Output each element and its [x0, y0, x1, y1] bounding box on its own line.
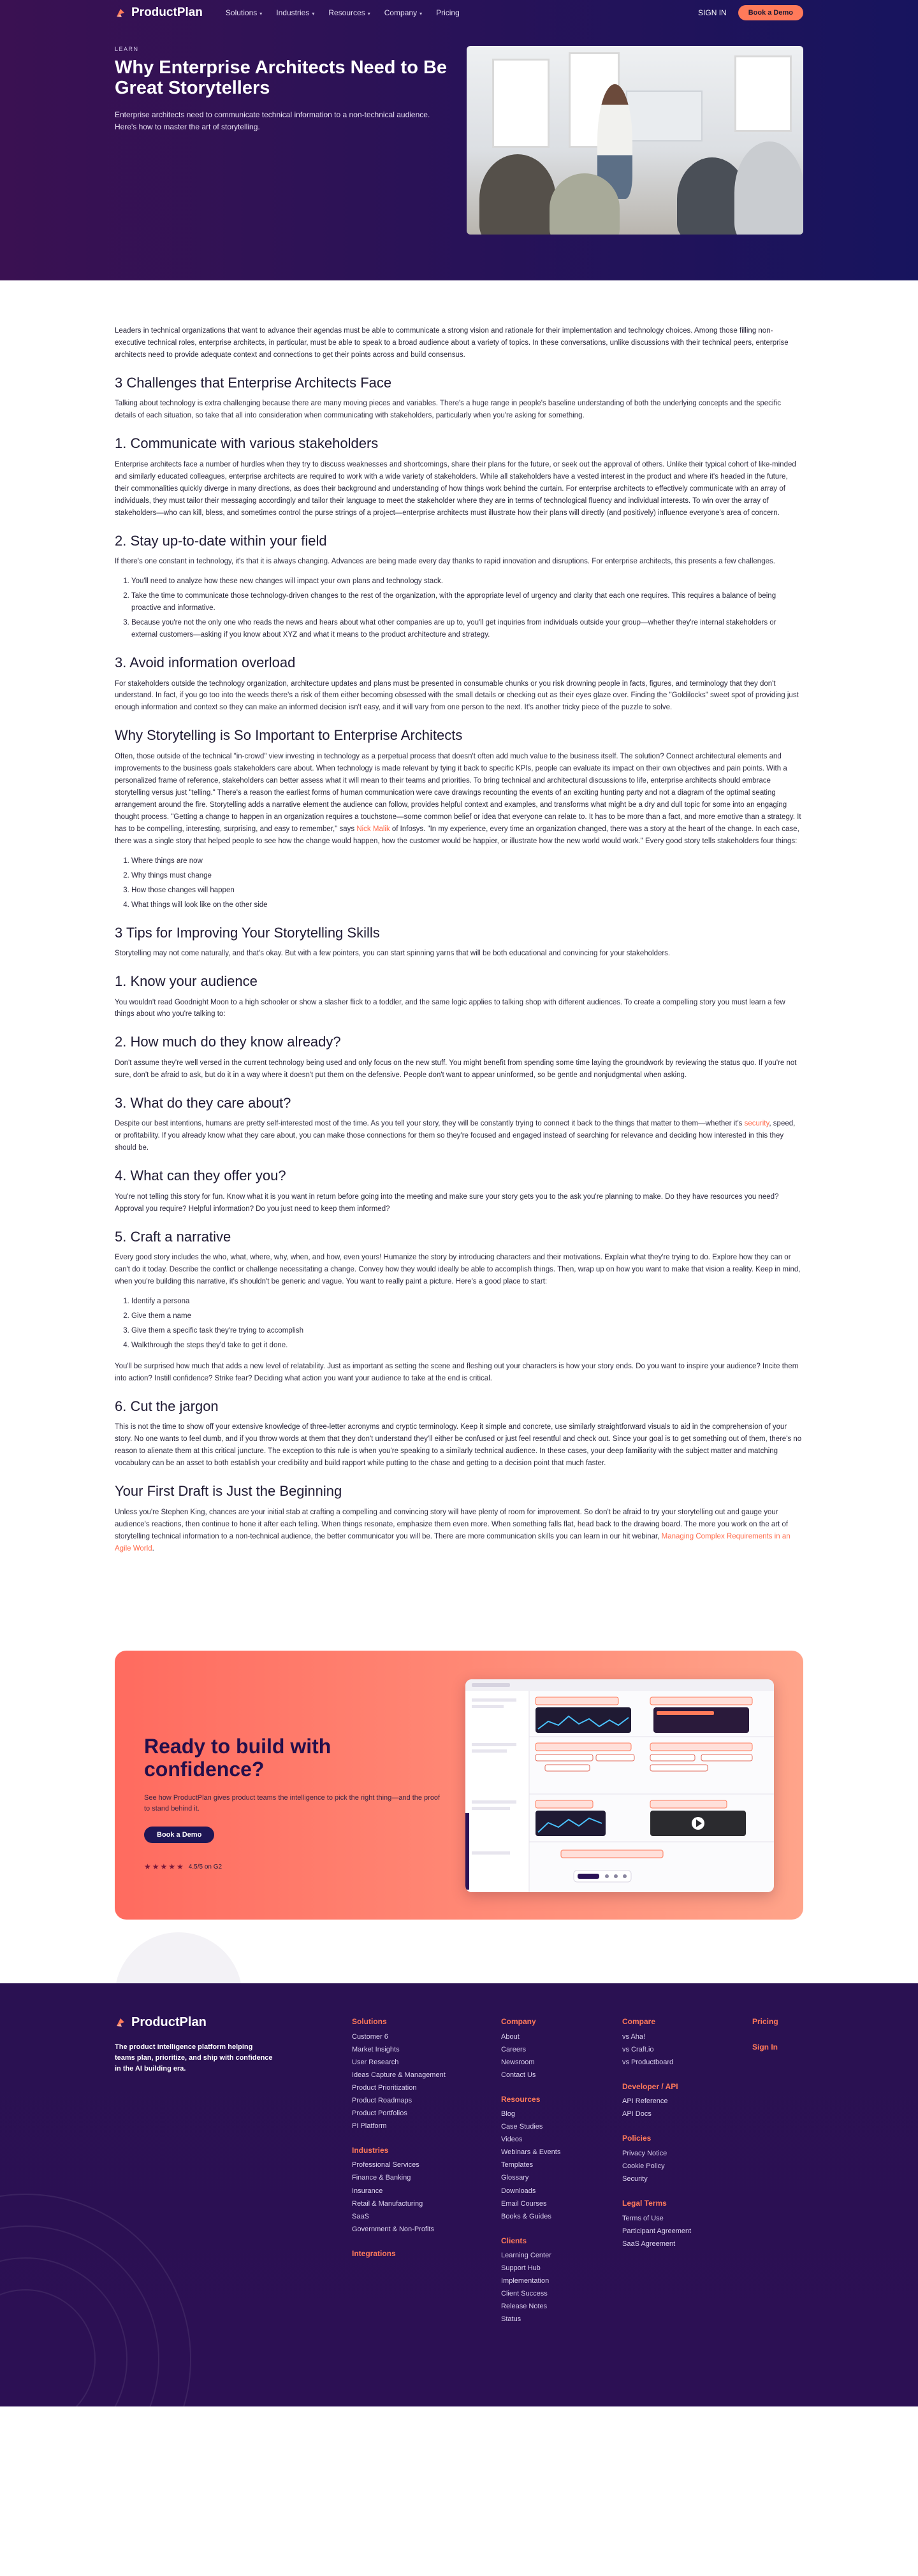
footer-column-solutions [352, 2015, 446, 2262]
footer-link-participant-agreement[interactable]: Participant Agreement [622, 2227, 692, 2236]
security-link[interactable]: security [744, 1120, 769, 1128]
nav-pricing[interactable] [436, 8, 460, 17]
heading-know-audience: 1. Know your audience [115, 973, 258, 989]
footer-link-blog[interactable]: Blog [501, 2110, 516, 2118]
footer-link-cookie-policy[interactable]: Cookie Policy [622, 2162, 665, 2171]
paragraph: This is not the time to show off your extensive knowledge of three-letter acronyms and cryptic terminology. Keep it simple and concrete, use similarly straightforward visuals to aid in the comprehension of your story. No one wants to feel dumb, and if you throw words at them that they don't understand they'll either be confused or just feel resentful and check out. Since your goal is to get something out of them, there's no reason to alienate them at this critical juncture. The exception to this rule is when you're speaking to a similarly technical audience. In these cases, your deep familiarity with the subject matter and matching vocabulary can be an asset to both establish your credibility and build rapport while putting to the chase and getting to a decision point that much faster. [115, 1423, 802, 1468]
nav-label: Pricing [436, 8, 460, 17]
footer-heading-clients[interactable]: Clients [501, 2236, 527, 2245]
footer-link-support-hub[interactable]: Support Hub [501, 2264, 541, 2273]
cta-card [115, 1651, 803, 1920]
productplan-logo-icon [115, 2016, 126, 2028]
numbered-list [131, 575, 803, 641]
list-item: 2. Give them a name [131, 1310, 803, 1322]
brand-name: ProductPlan [131, 6, 203, 19]
cta-title: Ready to build with confidence? [144, 1734, 332, 1781]
footer-link-client-success[interactable]: Client Success [501, 2290, 548, 2298]
footer-link-videos[interactable]: Videos [501, 2136, 523, 2144]
list-item: 1. Identify a persona [131, 1296, 803, 1308]
chevron-down-icon: ▾ [259, 11, 263, 17]
article-intro: Leaders in technical organizations that want to advance their agendas must be able to communicate a strong vision and rationale for their implementation and technology choices. Among those filling non-executive technical roles, enterprise architects, in particular, must be able to speak to a broad audience about a variety of topics. In these conversations, unlike discussions with their technical peers, enterprise architects need to provide adequate context and connections to get their points across and build consensus. [115, 327, 789, 359]
footer-link-vs-productboard[interactable]: vs Productboard [622, 2058, 674, 2066]
footer-link-security[interactable]: Security [622, 2175, 648, 2183]
footer-link-customer-6[interactable]: Customer 6 [352, 2032, 388, 2041]
nick-malik-link[interactable]: Nick Malik [356, 825, 390, 833]
footer-logo[interactable] [115, 2015, 207, 2030]
footer-link-careers[interactable]: Careers [501, 2045, 527, 2053]
footer-link-product-roadmaps[interactable]: Product Roadmaps [352, 2096, 412, 2104]
rating-stars-icon: ★★★★★ [144, 1862, 185, 1872]
paragraph: Talking about technology is extra challenging because there are many moving pieces and variables. There's a huge range in people's baseline understanding of both the underlying concepts and the specific details of each situation, so take that all into consideration when communicating with stakeholders, particularly when you're asking for something. [115, 400, 781, 420]
footer-link-product-portfolios[interactable]: Product Portfolios [352, 2109, 407, 2117]
footer-heading-policies[interactable]: Policies [622, 2134, 652, 2143]
footer-link-implementation[interactable]: Implementation [501, 2277, 550, 2285]
paragraph: Don't assume they're well versed in the current technology being used and only focus on the new stuff. You might benefit from spending some time laying the groundwork by reviewing the status quo. If you're not sure, don't be afraid to ask, but do it in a way where it doesn't put them on the defensive. People don't want to appear uninformed, so be gentle and nonjudgmental when asking. [115, 1059, 797, 1079]
footer-tagline: The product intelligence platform helping teams plan, prioritize, and ship with confidence in the AI building era. [115, 2043, 273, 2073]
paragraph: If there's one constant in technology, it's that it is always changing. Advances are being made every day thanks to rapid innovation and disruptions. For enterprise architects, this presents a few challenges. [115, 558, 775, 566]
list-item: 4. What things will look like on the other side [131, 899, 803, 911]
footer-link-case-studies[interactable]: Case Studies [501, 2123, 543, 2131]
footer-link-vs-craft-io[interactable]: vs Craft.io [622, 2045, 654, 2053]
numbered-list [131, 1296, 803, 1352]
paragraph: Often, those outside of the technical "in-crowd" view investing in technology as a perpetual process that doesn't often add much value to the business itself. The solution? Connect architectural elements and improvements to the business goals stakeholders care about. When technology is made relevant by tying it back to specific KPIs, people can evaluate its impact on their own objectives and pain points. With a personalized frame of reference, stakeholders can better assess what it will mean to their teams and priorities. To bring technical and architectural discussions to life, enterprise architects should embrace storytelling versus just "telling." There's a reason the earliest forms of human communication were cave drawings recounting the events of an exciting hunting party and not a diagram of the optimal seating arrangement around the fire. Storytelling adds a narrative element the audience can follow, provides helpful context and examples, and transforms what might be a dry and dull topic for some into an engaging thought process. "Getting a change to happen in an organization requires a touchstone—some common belief or idea that everyone can relate to. It has to be more than a fact, and more emotive than a strategy. It has to be compelling, interesting, surprising, and easy to remember," says Nick Malik of Infosys. "In my experience, every time an organization changed, there was a story at the heart of the change. In each case, there was a single story that helped people to see how the change would happen, how the customer would be happier, or illustrate how the new world would work." Every good story tells stakeholders four things: [115, 752, 801, 845]
nav-solutions[interactable] [226, 8, 262, 17]
footer-link-market-insights[interactable]: Market Insights [352, 2045, 400, 2053]
footer-link-ideas-capture-management[interactable]: Ideas Capture & Management [352, 2071, 446, 2079]
footer-heading-pricing[interactable]: Pricing [752, 2016, 778, 2026]
footer-link-saas[interactable]: SaaS [352, 2212, 369, 2220]
hero-subtitle: Enterprise architects need to communicate technical information to a non-technical audience. Here's how to master the art of storytelling. [115, 110, 430, 131]
paragraph: You'll be surprised how much that adds a new level of relatability. Just as important as setting the scene and fleshing out your characters is how your story ends. Do you want to inspire your audience? Incite them into action? Instill confidence? Strike fear? Deciding what action you want your audience to take at the end is critical. [115, 1363, 799, 1382]
hero-eyebrow: LEARN [115, 46, 139, 52]
nav-actions [698, 5, 803, 20]
cta-description: See how ProductPlan gives product teams the intelligence to pick the right thing—and the proof to stand behind it. [144, 1794, 441, 1813]
footer-link-contact-us[interactable]: Contact Us [501, 2071, 536, 2079]
footer-heading-company[interactable]: Company [501, 2016, 536, 2026]
signin-link[interactable]: SIGN IN [698, 8, 727, 17]
footer-link-downloads[interactable]: Downloads [501, 2187, 536, 2195]
heading-how-much-know: 2. How much do they know already? [115, 1034, 341, 1050]
nav-label: Resources [328, 8, 365, 17]
footer-link-api-reference[interactable]: API Reference [622, 2097, 668, 2106]
footer-heading-resources[interactable]: Resources [501, 2094, 541, 2104]
nav-label: Industries [276, 8, 310, 17]
top-nav [0, 0, 918, 25]
heading-why-storytelling: Why Storytelling is So Important to Enterprise Architects [115, 727, 463, 744]
hero [0, 0, 918, 280]
footer-link-status[interactable]: Status [501, 2315, 521, 2324]
paragraph: Enterprise architects face a number of hurdles when they try to discuss weaknesses and shortcomings, share their plans for the future, or seek out the approval of others. Unlike their typical cohort of like-minded and similarly educated colleagues, enterprise architects are required to work with a wide variety of stakeholders. While all stakeholders have a vested interest in the product and where it's headed in the future, their commonalities quickly diverge in many directions, as does their background and understanding of how things work behind the curtain. For enterprise architects to effectively communicate with an array of individuals, they must tailor their messaging accordingly and tailor their language to meet the stakeholder where they are in terms of technological fluency and individual interests. To win over the array of stakeholders—who can kill, bless, and sometimes control the purse strings of a project—enterprise architects must illustrate how their plans will directly (and positively) influence everyone's area of concern. [115, 460, 796, 517]
footer-link-finance-banking[interactable]: Finance & Banking [352, 2174, 411, 2182]
footer-link-newsroom[interactable]: Newsroom [501, 2058, 535, 2066]
footer-link-government-non-profits[interactable]: Government & Non-Profits [352, 2225, 434, 2233]
footer-link-vs-aha[interactable]: vs Aha! [622, 2032, 646, 2041]
cta-section [115, 1651, 803, 1920]
hero-photo [467, 46, 803, 235]
list-item: 1. Where things are now [131, 855, 803, 867]
heading-info-overload: 3. Avoid information overload [115, 655, 296, 670]
heading-stay-up-to-date: 2. Stay up-to-date within your field [115, 532, 327, 549]
nav-links [226, 8, 460, 17]
nav-industries[interactable] [276, 8, 314, 17]
g2-rating [144, 1862, 450, 1871]
footer-heading-integrations[interactable]: Integrations [352, 2248, 396, 2258]
page-title: Why Enterprise Architects Need to Be Great Storytellers [115, 57, 448, 99]
paragraph: Unless you're Stephen King, chances are your initial stab at crafting a compelling and convincing story will have plenty of room for improvement. So don't be afraid to try your storytelling out and gauge your audience's reactions, then continue to hone it after each telling. When things resonate, emphasize them even more. When something falls flat, head back to the drawing board. The more you work on the art of storytelling technical information to a non-technical audience, the better communicator you will be. There are more communication skills you can learn in our hit webinar, Managing Complex Requirements in an Agile World. [115, 1508, 790, 1552]
chevron-down-icon: ▾ [312, 11, 315, 17]
site-footer [0, 1983, 918, 2406]
list-item: 4. Walkthrough the steps they'd take to get it done. [131, 1340, 803, 1352]
footer-link-glossary[interactable]: Glossary [501, 2174, 529, 2182]
article-body [115, 280, 803, 1555]
product-screenshot [465, 1679, 774, 1892]
roadmap-ui-illustration [465, 1679, 774, 1892]
footer-heading-solutions[interactable]: Solutions [352, 2016, 387, 2026]
footer-link-product-prioritization[interactable]: Product Prioritization [352, 2083, 417, 2092]
chevron-down-icon: ▾ [419, 11, 423, 17]
numbered-list [131, 855, 803, 911]
footer-column-compare [622, 2015, 691, 2250]
footer-link-professional-services[interactable]: Professional Services [352, 2161, 419, 2169]
list-item: 2. Take the time to communicate those technology-driven changes to the rest of the organization, with the appropriate level of urgency and clarity that each one requires. This requires a balance of being proactive and informative. [131, 590, 803, 614]
nav-label: Company [384, 8, 418, 17]
footer-link-pi-platform[interactable]: PI Platform [352, 2122, 387, 2130]
footer-brand-name: ProductPlan [131, 2015, 207, 2029]
heading-communicate: 1. Communicate with various stakeholders [115, 435, 379, 452]
webinar-link[interactable]: Managing Complex Requirements in an Agile World [115, 1532, 790, 1552]
heading-cut-jargon: 6. Cut the jargon [115, 1398, 219, 1414]
nav-label: Solutions [225, 8, 258, 17]
footer-link-about[interactable]: About [501, 2032, 520, 2041]
footer-link-api-docs[interactable]: API Docs [622, 2110, 652, 2118]
footer-link-templates[interactable]: Templates [501, 2161, 534, 2169]
footer-heading-compare[interactable]: Compare [622, 2016, 656, 2026]
footer-link-learning-center[interactable]: Learning Center [501, 2252, 551, 2260]
cta-book-demo-button[interactable]: Book a Demo [144, 1827, 214, 1843]
brand-logo[interactable] [115, 6, 203, 20]
list-item: 3. Because you're not the only one who reads the news and hears about what other companies are up to, you'll get inquiries from individuals outside your group—whether they're internal stakeholders or external customers—asking if you know about XYZ and what it means to the product architecture and strategy. [131, 617, 803, 641]
paragraph: You wouldn't read Goodnight Moon to a high schooler or show a slasher flick to a toddler, and the same logic applies to talking shop with different audiences. To create a compelling story you must learn a few things about who you're talking to: [115, 998, 785, 1018]
footer-link-webinars-events[interactable]: Webinars & Events [501, 2148, 561, 2157]
footer-heading-sign-in[interactable]: Sign In [752, 2042, 778, 2051]
footer-heading-industries[interactable]: Industries [352, 2145, 389, 2155]
heading-first-draft: Your First Draft is Just the Beginning [115, 1483, 342, 1500]
footer-link-insurance[interactable]: Insurance [352, 2187, 383, 2195]
nav-resources[interactable] [328, 8, 370, 17]
footer-link-privacy-notice[interactable]: Privacy Notice [622, 2150, 667, 2158]
list-item: 3. Give them a specific task they're trying to accomplish [131, 1325, 803, 1337]
heading-offer-you: 4. What can they offer you? [115, 1168, 286, 1184]
list-item: 1. You'll need to analyze how these new changes will impact your own plans and technology stack. [131, 575, 803, 588]
footer-link-email-courses[interactable]: Email Courses [501, 2199, 547, 2208]
paragraph: Every good story includes the who, what, where, why, when, and how, even yours! Humanize the story by introducing characters and their motivations. Explain what they're trying to do. Explore how they can or can't do it today. Describe the conflict or challenge necessitating a change. Convey how they would ideally be able to accomplish things. Then, wrap up on how you want to make that vision a reality. Keep in mind, when you're building this narrative, it's shouldn't be generic and vague. You want to really paint a picture. Here's a good place to start: [115, 1254, 801, 1286]
heading-tips: 3 Tips for Improving Your Storytelling Skills [115, 924, 380, 941]
footer-heading-developer-api[interactable]: Developer / API [622, 2081, 678, 2091]
footer-link-saas-agreement[interactable]: SaaS Agreement [622, 2240, 676, 2248]
heading-craft-narrative: 5. Craft a narrative [115, 1228, 231, 1245]
list-item: 2. Why things must change [131, 870, 803, 882]
heading-care-about: 3. What do they care about? [115, 1094, 291, 1111]
list-item: 3. How those changes will happen [131, 885, 803, 897]
cta-text [144, 1735, 450, 1872]
footer-link-release-notes[interactable]: Release Notes [501, 2303, 548, 2311]
footer-link-user-research[interactable]: User Research [352, 2058, 399, 2066]
chevron-down-icon: ▾ [367, 11, 370, 17]
footer-column-pricing [752, 2015, 778, 2056]
rating-text: 4.5/5 on G2 [188, 1863, 222, 1870]
footer-column-company [501, 2015, 560, 2326]
paragraph: You're not telling this story for fun. Know what it is you want in return before going into the meeting and make sure your story gets you to the ask you're planning to make. Do they have resources you need? Approval you require? Helpful information? Do you just need to keep them informed? [115, 1192, 779, 1213]
book-demo-button[interactable]: Book a Demo [738, 5, 803, 20]
nav-company[interactable] [384, 8, 422, 17]
heading-challenges: 3 Challenges that Enterprise Architects Face [115, 374, 392, 391]
hero-content [115, 46, 472, 133]
paragraph: For stakeholders outside the technology organization, architecture updates and plans must be presented in consumable chunks or you risk drowning people in facts, figures, and terminology that they don't understand. In fact, if you go too into the weeds there's a risk of them either becoming obsessed with the small details or checking out as their eyes glaze over. Finding the "Goldilocks" sweet spot of providing just enough information and context so they can make an informed decision isn't easy, and it will vary from one person to the next. It's another tricky piece of the puzzle to solve. [115, 679, 799, 712]
paragraph: Despite our best intentions, humans are pretty self-interested most of the time. As you tell your story, they will be constantly trying to connect it back to the things that matter to them—whether it's security, speed, or profitability. If you already know what they care about, you can make those connections for them so they're focused and engaged instead of searching for relevance and deciding how interested in this they should be. [115, 1120, 796, 1152]
footer-spacer [0, 1920, 918, 1983]
footer-link-terms-of-use[interactable]: Terms of Use [622, 2215, 664, 2223]
productplan-logo-icon [115, 7, 126, 18]
paragraph: Storytelling may not come naturally, and that's okay. But with a few pointers, you can start spinning yarns that will be both educational and convincing for your stakeholders. [115, 950, 671, 958]
footer-link-retail-manufacturing[interactable]: Retail & Manufacturing [352, 2199, 423, 2208]
footer-link-books-guides[interactable]: Books & Guides [501, 2212, 551, 2220]
footer-heading-legal-terms[interactable]: Legal Terms [622, 2199, 667, 2208]
